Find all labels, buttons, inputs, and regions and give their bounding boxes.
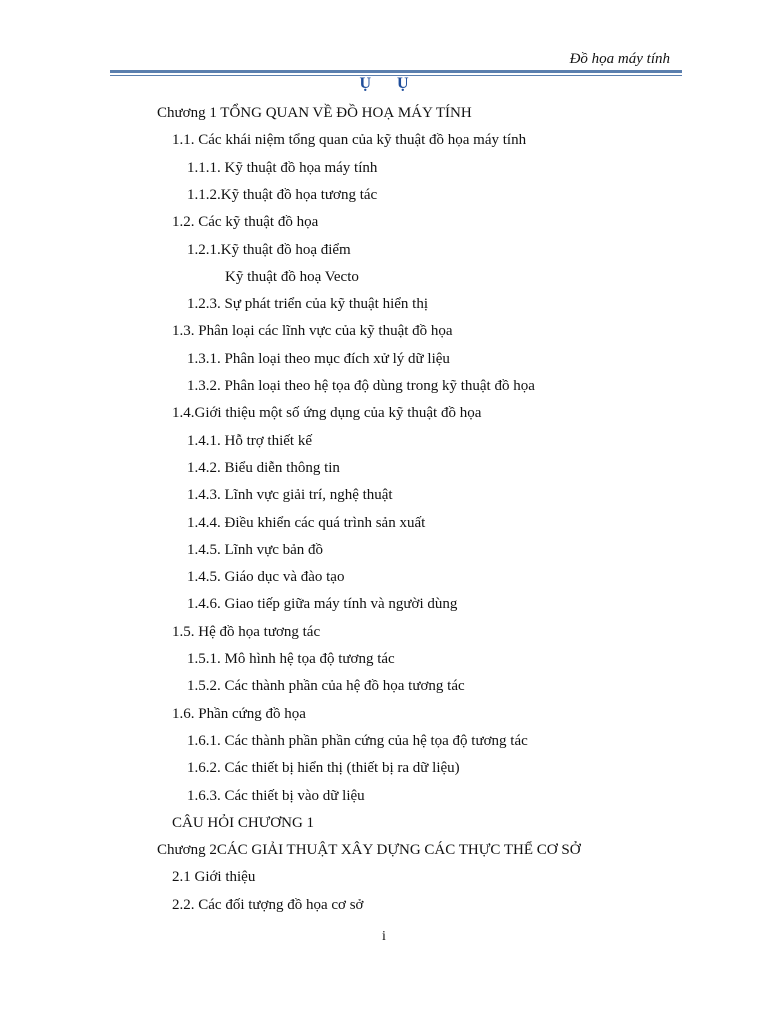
toc-entry[interactable]: 1.6.2. Các thiết bị hiển thị (thiết bị ra dữ liệu)	[187, 760, 460, 777]
toc-entry[interactable]: 1.3. Phân loại các lĩnh vực của kỹ thuật đồ họa	[172, 323, 453, 340]
header-rule	[110, 70, 682, 73]
toc-entry[interactable]: 1.3.2. Phân loại theo hệ tọa độ dùng trong kỹ thuật đồ họa	[187, 378, 535, 394]
toc-entry[interactable]: 1.2.3. Sự phát triển của kỹ thuật hiển thị	[187, 296, 429, 313]
toc-entry[interactable]: 1.2.1.Kỹ thuật đồ hoạ điểm	[187, 241, 351, 258]
toc-heading-left: Ụ	[359, 75, 371, 92]
toc-entry[interactable]: 1.4.2. Biểu diễn thông tin	[187, 459, 340, 476]
toc-entry[interactable]: 1.4.4. Điều khiển các quá trình sản xuất	[187, 514, 426, 531]
toc-entry[interactable]: Chương 1 TỔNG QUAN VỀ ĐỒ HOẠ MÁY TÍNH	[157, 105, 472, 121]
toc-entry[interactable]: 1.4.5. Giáo dục và đào tạo	[187, 569, 345, 586]
page-number: i	[382, 929, 386, 944]
toc-entry[interactable]: 1.5. Hệ đồ họa tương tác	[172, 623, 321, 640]
toc-entry[interactable]: 1.4.1. Hỗ trợ thiết kế	[187, 432, 312, 449]
toc-entry[interactable]: 2.1 Giới thiệu	[172, 869, 256, 886]
toc-entry[interactable]: 1.5.2. Các thành phần của hệ đồ họa tương tác	[187, 678, 465, 695]
toc-entry[interactable]: 1.1.1. Kỹ thuật đồ họa máy tính	[187, 159, 378, 176]
toc-entry[interactable]: 1.1. Các khái niệm tổng quan của kỹ thuật đồ họa máy tính	[172, 132, 527, 149]
toc-entry[interactable]: 1.5.1. Mô hình hệ tọa độ tương tác	[187, 651, 395, 667]
toc-heading	[0, 75, 768, 93]
toc-entry[interactable]: 1.1.2.Kỹ thuật đồ họa tương tác	[187, 186, 378, 203]
toc-entry[interactable]: Kỹ thuật đồ hoạ Vecto	[225, 268, 359, 285]
toc-entry[interactable]: Chương 2CÁC GIẢI THUẬT XÂY DỰNG CÁC THỰC THỂ CƠ SỞ	[157, 842, 581, 859]
toc-entry[interactable]: 1.6.1. Các thành phần phần cứng của hệ tọa độ tương tác	[187, 732, 528, 749]
toc-entry[interactable]: 2.2. Các đối tượng đồ họa cơ sở	[172, 896, 364, 913]
toc-entry[interactable]: 1.3.1. Phân loại theo mục đích xử lý dữ liệu	[187, 350, 450, 367]
toc-entry[interactable]: 1.2. Các kỹ thuật đồ họa	[172, 214, 319, 231]
toc-entry[interactable]: CÂU HỎI CHƯƠNG 1	[172, 814, 315, 831]
toc-entry[interactable]: 1.6.3. Các thiết bị vào dữ liệu	[187, 787, 365, 804]
running-header-title: Đồ họa máy tính	[569, 51, 670, 67]
toc-entry[interactable]: 1.4.3. Lĩnh vực giải trí, nghệ thuật	[187, 487, 393, 504]
toc-entry[interactable]: 1.4.6. Giao tiếp giữa máy tính và người dùng	[187, 596, 458, 613]
toc-entry[interactable]: 1.4.5. Lĩnh vực bản đồ	[187, 541, 324, 558]
toc-entry[interactable]: 1.6. Phần cứng đồ họa	[172, 705, 306, 722]
toc-entry[interactable]: 1.4.Giới thiệu một số ứng dụng của kỹ thuật đồ họa	[172, 405, 482, 422]
toc-heading-right: Ụ	[397, 75, 409, 92]
